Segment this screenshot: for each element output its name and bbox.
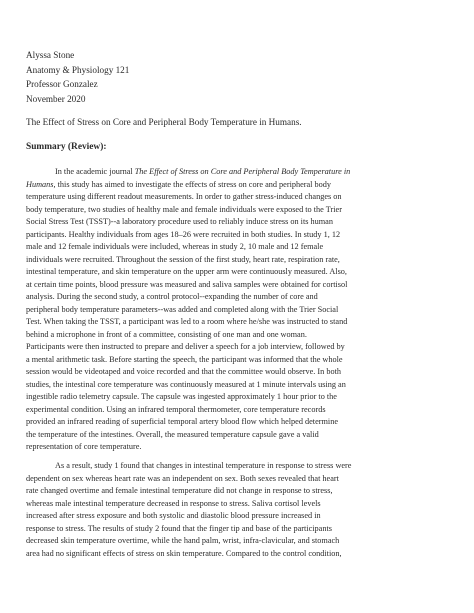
paragraph-line: As a result, study 1 found that changes in intestinal temperature in response to stress were xyxy=(55,461,352,470)
section-heading: Summary (Review): xyxy=(26,142,107,152)
paragraph-line: whereas male intestinal temperature decreased in response to stress. Saliva cortisol levels xyxy=(26,498,321,508)
paragraph-line: decreased skin temperature overtime, while the hand palm, wrist, infra-clavicular, and stomach xyxy=(26,536,340,545)
paragraph-line: Participants were then instructed to prepare and deliver a speech for a job interview, followed by xyxy=(26,342,345,351)
paragraph-line: response to stress. The results of study 2 found that the finger tip and base of the participants xyxy=(26,523,332,533)
paragraph-line: session would be videotaped and voice recorded and that the committee would observe. In both xyxy=(26,367,342,376)
paragraph-line: body temperature, two studies of healthy male and female individuals were exposed to the Trier xyxy=(26,204,342,214)
journal-intro-text: In the academic journal xyxy=(55,167,135,176)
paragraph-line: male and 12 female individuals were included, whereas in study 2, 10 male and 12 female xyxy=(26,242,324,251)
paragraph-line: behind a microphone in front of a committee, consisting of one man and one woman. xyxy=(26,329,307,339)
paragraph-line xyxy=(26,179,450,192)
paragraph-line: a mental arithmetic task. Before starting the speech, the participant was informed that the whole xyxy=(26,354,343,364)
journal-title-italic-end: Humans xyxy=(26,179,54,189)
paragraph-line: peripheral body temperature parameters--was added and completed along with the Trier Social xyxy=(26,304,339,314)
course-name: Anatomy & Physiology 121 xyxy=(26,64,130,75)
paragraph-line: the temperature of the intestines. Overall, the measured temperature capsule gave a valid xyxy=(26,429,319,439)
paragraph-line: studies, the intestinal core temperature was continuously measured at 1 minute intervals using an xyxy=(26,379,346,389)
paragraph-line: Test. When taking the TSST, a participant was led to a room where he/she was instructed to stand xyxy=(26,317,348,326)
professor-name: Professor Gonzalez xyxy=(26,79,98,89)
journal-title-italic: The Effect of Stress on Core and Peripheral Body Temperature in xyxy=(134,167,351,176)
paragraph-line: analysis. During the second study, a control protocol--expanding the number of core and xyxy=(26,292,318,301)
paragraph-line: provided an infrared reading of superficial temporal artery blood flow which helped determine xyxy=(26,417,339,426)
paragraph-line: rate changed overtime and female intestinal temperature did not change in response to stress, xyxy=(26,486,333,495)
paragraph-line: experimental condition. Using an infrared temporal thermometer, core temperature records xyxy=(26,404,326,414)
paragraph-line: representation of core temperature. xyxy=(26,442,142,451)
paragraph-line: individuals were recruited. Throughout the session of the first study, heart rate, respiration rate, xyxy=(26,254,340,264)
paragraph-line xyxy=(26,166,450,179)
paragraph-line: dependent on sex whereas heart rate was an independent on sex. Both sexes revealed that heart xyxy=(26,473,339,483)
paragraph-line: temperature using different readout measurements. In order to gather stress-induced changes on xyxy=(26,192,342,201)
paragraph-line: Social Stress Test (TSST)--a laboratory procedure used to reliably induce stress on its human xyxy=(26,217,333,226)
document-header xyxy=(26,48,446,106)
paragraph-line: increased after stress exposure and both systolic and diastolic blood pressure increased in xyxy=(26,511,321,520)
paragraph-line: intestinal temperature, and skin temperature on the upper arm were continuously measured. Also, xyxy=(26,267,347,276)
paragraph-line: ingestible radio telemetry capsule. The capsule was ingested approximately 1 hour prior to the xyxy=(26,392,337,401)
document-date: November 2020 xyxy=(26,93,86,104)
summary-paragraph-1 xyxy=(26,166,450,454)
paragraph-line: participants. Healthy individuals from ages 18–26 were recruited in both studies. In study 1, 12 xyxy=(26,229,341,239)
paragraph-text: , this study has aimed to investigate the effects of stress on core and peripheral body xyxy=(53,179,332,189)
paragraph-line: area had no significant effects of stress on skin temperature. Compared to the control condition, xyxy=(26,548,342,558)
author-name: Alyssa Stone xyxy=(26,50,75,60)
paragraph-line: at certain time points, blood pressure was measured and saliva samples were obtained for cortisol xyxy=(26,279,348,289)
summary-paragraph-2 xyxy=(26,460,450,560)
document-title: The Effect of Stress on Core and Peripheral Body Temperature in Humans. xyxy=(26,117,302,127)
